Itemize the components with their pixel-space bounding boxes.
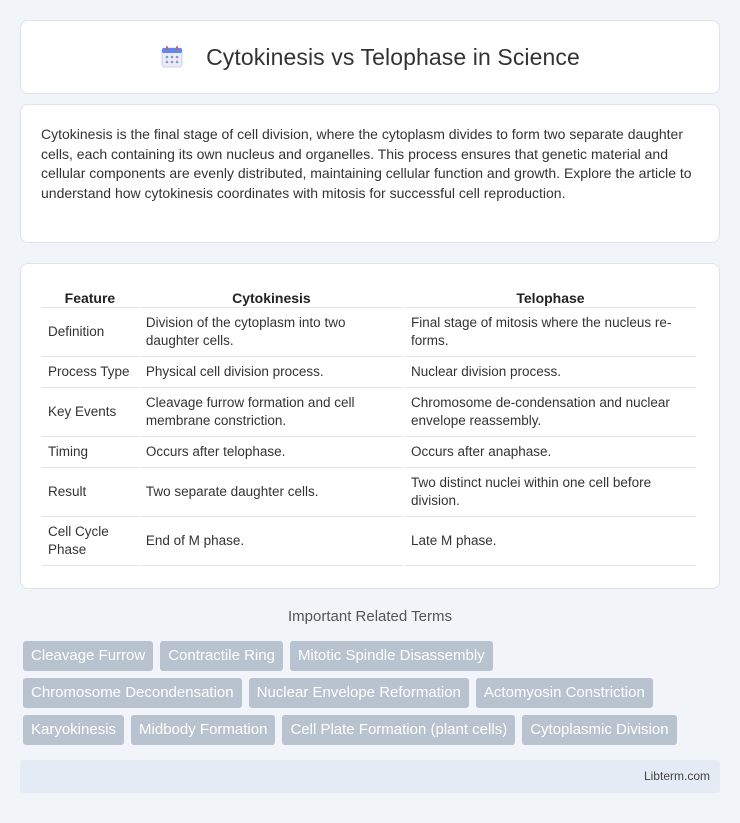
row-telophase: Nuclear division process. [405,357,696,388]
tag-cytoplasmic-division[interactable]: Cytoplasmic Division [522,715,676,745]
table-row [42,517,696,566]
row-feature: Result [42,468,138,517]
tag-row [23,678,723,708]
table-row [42,437,696,468]
row-telophase: Late M phase. [405,517,696,566]
tag-cell-plate-formation[interactable]: Cell Plate Formation (plant cells) [282,715,515,745]
table-header-row [42,284,696,308]
row-telophase: Occurs after anaphase. [405,437,696,468]
table-row [42,468,696,517]
tag-nuclear-envelope-reformation[interactable]: Nuclear Envelope Reformation [249,678,469,708]
row-cytokinesis: End of M phase. [140,517,403,566]
intro-card [20,104,720,243]
row-feature: Timing [42,437,138,468]
row-cytokinesis: Two separate daughter cells. [140,468,403,517]
tag-row [23,715,723,745]
row-feature: Process Type [42,357,138,388]
table-row [42,308,696,357]
row-feature: Key Events [42,388,138,437]
tag-mitotic-spindle-disassembly[interactable]: Mitotic Spindle Disassembly [290,641,493,671]
page-title: Cytokinesis vs Telophase in Science [206,43,580,70]
header-card [20,20,720,94]
tag-chromosome-decondensation[interactable]: Chromosome Decondensation [23,678,242,708]
row-cytokinesis: Cleavage furrow formation and cell membrane constriction. [140,388,403,437]
tag-row [23,641,723,671]
row-telophase: Final stage of mitosis where the nucleus re-forms. [405,308,696,357]
footer [20,760,720,793]
row-feature: Cell Cycle Phase [42,517,138,566]
tag-karyokinesis[interactable]: Karyokinesis [23,715,124,745]
header-feature: Feature [42,284,138,308]
header-telophase: Telophase [405,284,696,308]
row-cytokinesis: Division of the cytoplasm into two daughter cells. [140,308,403,357]
row-cytokinesis: Physical cell division process. [140,357,403,388]
related-terms-title: Important Related Terms [288,608,452,625]
row-telophase: Chromosome de-condensation and nuclear envelope reassembly. [405,388,696,437]
row-telophase: Two distinct nuclei within one cell before division. [405,468,696,517]
tag-midbody-formation[interactable]: Midbody Formation [131,715,275,745]
related-terms-list [23,641,723,752]
footer-site-link[interactable]: Libterm.com [643,769,710,783]
table-row [42,357,696,388]
comparison-table-card [20,263,720,589]
table-row [42,388,696,437]
row-cytokinesis: Occurs after telophase. [140,437,403,468]
tag-actomyosin-constriction[interactable]: Actomyosin Constriction [476,678,653,708]
row-feature: Definition [42,308,138,357]
intro-text: Cytokinesis is the final stage of cell division, where the cytoplasm divides to form two separate daughter cells, each containing its own nucleus and organelles. This process ensures that genetic material and cellular components are evenly distributed, maintaining cellular function and growth. Explore the article to understand how cytokinesis coordinates with mitosis for successful cell reproduction. [41,126,692,201]
calendar-grid-icon [160,45,184,69]
tag-cleavage-furrow[interactable]: Cleavage Furrow [23,641,153,671]
tag-contractile-ring[interactable]: Contractile Ring [160,641,283,671]
header-cytokinesis: Cytokinesis [140,284,403,308]
comparison-table [40,284,698,566]
